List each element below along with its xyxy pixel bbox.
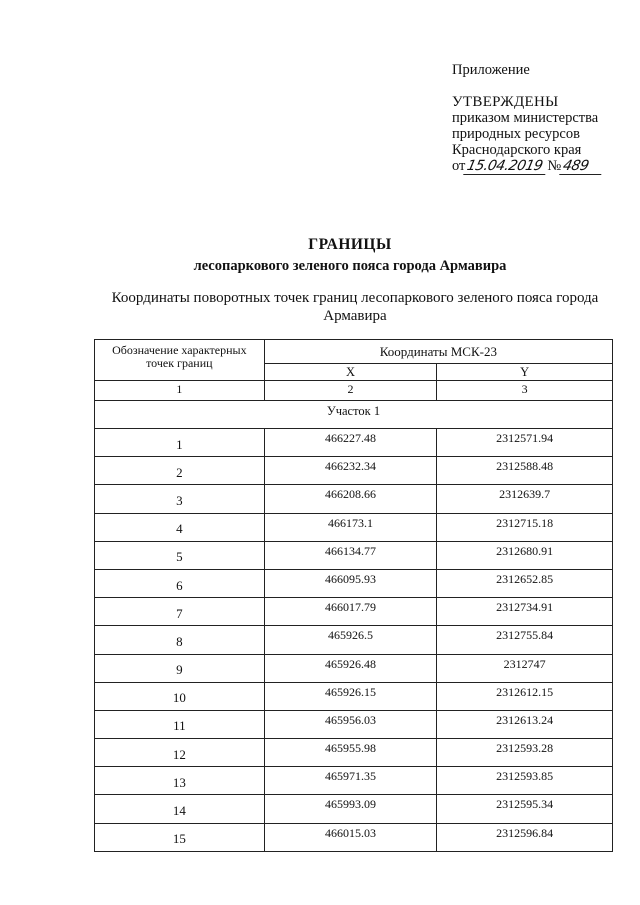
- table-row: [95, 626, 613, 654]
- table-row: [95, 795, 613, 823]
- approval-line-2: природных ресурсов: [452, 126, 580, 142]
- point-number: 2: [95, 457, 265, 485]
- point-number: 11: [95, 710, 265, 738]
- table-row: [95, 654, 613, 682]
- x-coordinate: 465926.48: [264, 654, 437, 682]
- appendix-label: Приложение: [452, 62, 530, 78]
- point-number: 15: [95, 823, 265, 851]
- document-subtitle: лесопаркового зеленого пояса города Армавира: [193, 258, 507, 274]
- point-designation-header: Обозначение характерных точек границ: [95, 340, 265, 381]
- column-number-2: 2: [264, 381, 437, 401]
- x-coordinate: 466017.79: [264, 598, 437, 626]
- y-coordinate: 2312612.15: [437, 682, 613, 710]
- table-row: [95, 823, 613, 851]
- y-coordinate: 2312639.7: [437, 485, 613, 513]
- x-coordinate: 466227.48: [264, 429, 437, 457]
- x-coordinate: 466095.93: [264, 569, 437, 597]
- point-number: 5: [95, 541, 265, 569]
- point-number: 14: [95, 795, 265, 823]
- x-coordinate: 466015.03: [264, 823, 437, 851]
- order-date-line: [452, 158, 632, 175]
- y-coordinate: 2312652.85: [437, 569, 613, 597]
- coordinates-table: [94, 339, 613, 852]
- approval-line-3: Краснодарского края: [452, 142, 582, 158]
- x-coordinate: 466208.66: [264, 485, 437, 513]
- column-number-1: 1: [95, 381, 265, 401]
- table-row: [95, 739, 613, 767]
- document-title-block: [0, 236, 640, 275]
- y-coordinate: 2312613.24: [437, 710, 613, 738]
- approval-line-1: приказом министерства: [452, 110, 599, 126]
- x-coordinate: 465993.09: [264, 795, 437, 823]
- table-row: [95, 682, 613, 710]
- section-label: Участок 1: [95, 401, 613, 429]
- coordinates-header: Координаты МСК-23: [264, 340, 612, 364]
- y-coordinate: 2312755.84: [437, 626, 613, 654]
- y-coordinate: 2312680.91: [437, 541, 613, 569]
- table-row: [95, 541, 613, 569]
- from-label: от: [452, 158, 466, 174]
- y-coordinate: 2312593.28: [437, 739, 613, 767]
- x-coordinate: 465971.35: [264, 767, 437, 795]
- x-header: X: [264, 364, 437, 381]
- point-number: 1: [95, 429, 265, 457]
- point-number: 6: [95, 569, 265, 597]
- x-coordinate: 465926.5: [264, 626, 437, 654]
- y-coordinate: 2312715.18: [437, 513, 613, 541]
- point-number: 12: [95, 739, 265, 767]
- y-coordinate: 2312595.34: [437, 795, 613, 823]
- x-coordinate: 466173.1: [264, 513, 437, 541]
- table-row: [95, 598, 613, 626]
- y-coordinate: 2312734.91: [437, 598, 613, 626]
- x-coordinate: 466232.34: [264, 457, 437, 485]
- table-caption: Координаты поворотных точек границ лесопаркового зеленого пояса города Армавира: [111, 290, 599, 324]
- point-number: 10: [95, 682, 265, 710]
- approved-label: УТВЕРЖДЕНЫ: [452, 94, 559, 110]
- point-number: 8: [95, 626, 265, 654]
- y-coordinate: 2312593.85: [437, 767, 613, 795]
- document-title: ГРАНИЦЫ: [308, 236, 392, 253]
- y-header: Y: [437, 364, 613, 381]
- y-coordinate: 2312571.94: [437, 429, 613, 457]
- column-number-row: [95, 381, 613, 401]
- x-coordinate: 465926.15: [264, 682, 437, 710]
- section-row: [95, 401, 613, 429]
- point-number: 13: [95, 767, 265, 795]
- point-number: 7: [95, 598, 265, 626]
- table-row: [95, 457, 613, 485]
- x-coordinate: 466134.77: [264, 541, 437, 569]
- point-number: 9: [95, 654, 265, 682]
- x-coordinate: 465956.03: [264, 710, 437, 738]
- table-row: [95, 569, 613, 597]
- table-row: [95, 429, 613, 457]
- column-number-3: 3: [437, 381, 613, 401]
- y-coordinate: 2312747: [437, 654, 613, 682]
- table-row: [95, 767, 613, 795]
- y-coordinate: 2312596.84: [437, 823, 613, 851]
- approval-block: [452, 62, 632, 175]
- x-coordinate: 465955.98: [264, 739, 437, 767]
- table-row: [95, 485, 613, 513]
- order-number: 489: [559, 158, 605, 175]
- y-coordinate: 2312588.48: [437, 457, 613, 485]
- order-date: 15.04.2019: [464, 158, 550, 175]
- header-row: [95, 340, 613, 364]
- number-label: №: [547, 158, 562, 174]
- table-row: [95, 710, 613, 738]
- table-row: [95, 513, 613, 541]
- point-number: 4: [95, 513, 265, 541]
- point-number: 3: [95, 485, 265, 513]
